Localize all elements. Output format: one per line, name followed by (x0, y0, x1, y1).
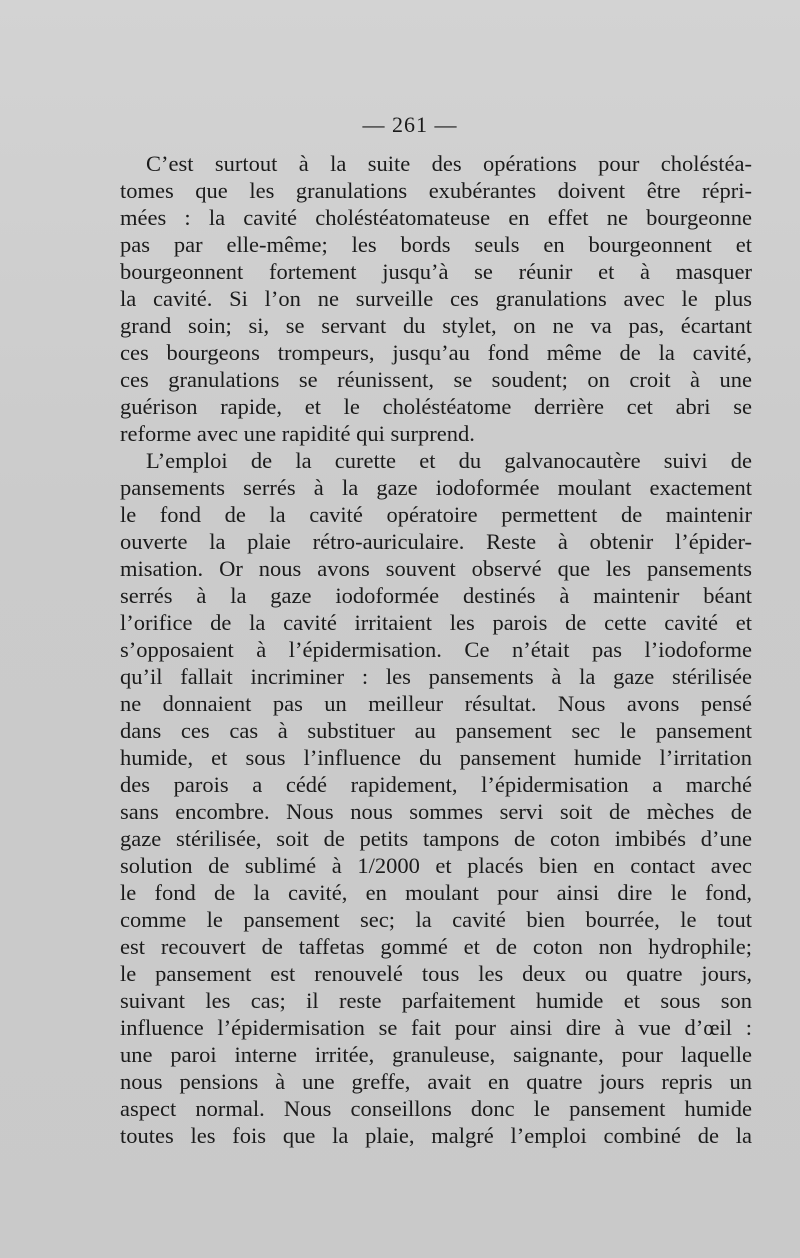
text-line: aspect normal. Nous conseillons donc le pansement humide (120, 1096, 752, 1121)
text-line: s’opposaient à l’épidermisation. Ce n’était pas l’iodoforme (120, 637, 752, 662)
text-line: dans ces cas à substituer au pansement sec le pansement (120, 718, 752, 743)
text-line: solution de sublimé à 1/2000 et placés bien en contact avec (120, 853, 752, 878)
text-line: des parois a cédé rapidement, l’épidermisation a marché (120, 772, 752, 797)
text-line: influence l’épidermisation se fait pour ainsi dire à vue d’œil : (120, 1015, 752, 1040)
text-line: pansements serrés à la gaze iodoformée moulant exactement (120, 475, 752, 500)
text-line: la cavité. Si l’on ne surveille ces granulations avec le plus (120, 286, 752, 311)
text-line: pas par elle-même; les bords seuls en bourgeonnent et (120, 232, 752, 257)
text-line: guérison rapide, et le choléstéatome derrière cet abri se (120, 394, 752, 419)
text-line: L’emploi de la curette et du galvanocautère suivi de (146, 448, 752, 473)
text-line: qu’il fallait incriminer : les pansements à la gaze stérilisée (120, 664, 752, 689)
text-line: l’orifice de la cavité irritaient les parois de cette cavité et (120, 610, 752, 635)
text-line: humide, et sous l’influence du pansement humide l’irritation (120, 745, 752, 770)
text-line: gaze stérilisée, soit de petits tampons de coton imbibés d’une (120, 826, 752, 851)
text-line: nous pensions à une greffe, avait en quatre jours repris un (120, 1069, 752, 1094)
text-line: le fond de la cavité opératoire permettent de maintenir (120, 502, 752, 527)
text-line: ne donnaient pas un meilleur résultat. Nous avons pensé (120, 691, 752, 716)
text-line: est recouvert de taffetas gommé et de coton non hydrophile; (120, 934, 752, 959)
text-line: toutes les fois que la plaie, malgré l’emploi combiné de la (120, 1123, 752, 1148)
text-line: ces granulations se réunissent, se soudent; on croit à une (120, 367, 752, 392)
text-line: suivant les cas; il reste parfaitement humide et sous son (120, 988, 752, 1013)
text-line: misation. Or nous avons souvent observé que les pansements (120, 556, 752, 581)
text-line: une paroi interne irritée, granuleuse, saignante, pour laquelle (120, 1042, 752, 1067)
text-line: grand soin; si, se servant du stylet, on ne va pas, écartant (120, 313, 752, 338)
text-line: sans encombre. Nous nous sommes servi soit de mèches de (120, 799, 752, 824)
text-line: reforme avec une rapidité qui surprend. (120, 421, 475, 446)
text-line: le fond de la cavité, en moulant pour ainsi dire le fond, (120, 880, 752, 905)
text-line: tomes que les granulations exubérantes doivent être répri- (120, 178, 752, 203)
text-line: C’est surtout à la suite des opérations pour choléstéa- (146, 151, 752, 176)
text-line: serrés à la gaze iodoformée destinés à maintenir béant (120, 583, 752, 608)
text-line: bourgeonnent fortement jusqu’à se réunir et à masquer (120, 259, 752, 284)
text-line: mées : la cavité choléstéatomateuse en effet ne bourgeonne (120, 205, 752, 230)
text-line: ces bourgeons trompeurs, jusqu’au fond même de la cavité, (120, 340, 752, 365)
page-number: — 261 — (362, 112, 458, 137)
text-line: le pansement est renouvelé tous les deux ou quatre jours, (120, 961, 752, 986)
text-line: ouverte la plaie rétro-auriculaire. Reste à obtenir l’épider- (120, 529, 752, 554)
body-text (120, 150, 752, 1149)
text-line: comme le pansement sec; la cavité bien bourrée, le tout (120, 907, 752, 932)
